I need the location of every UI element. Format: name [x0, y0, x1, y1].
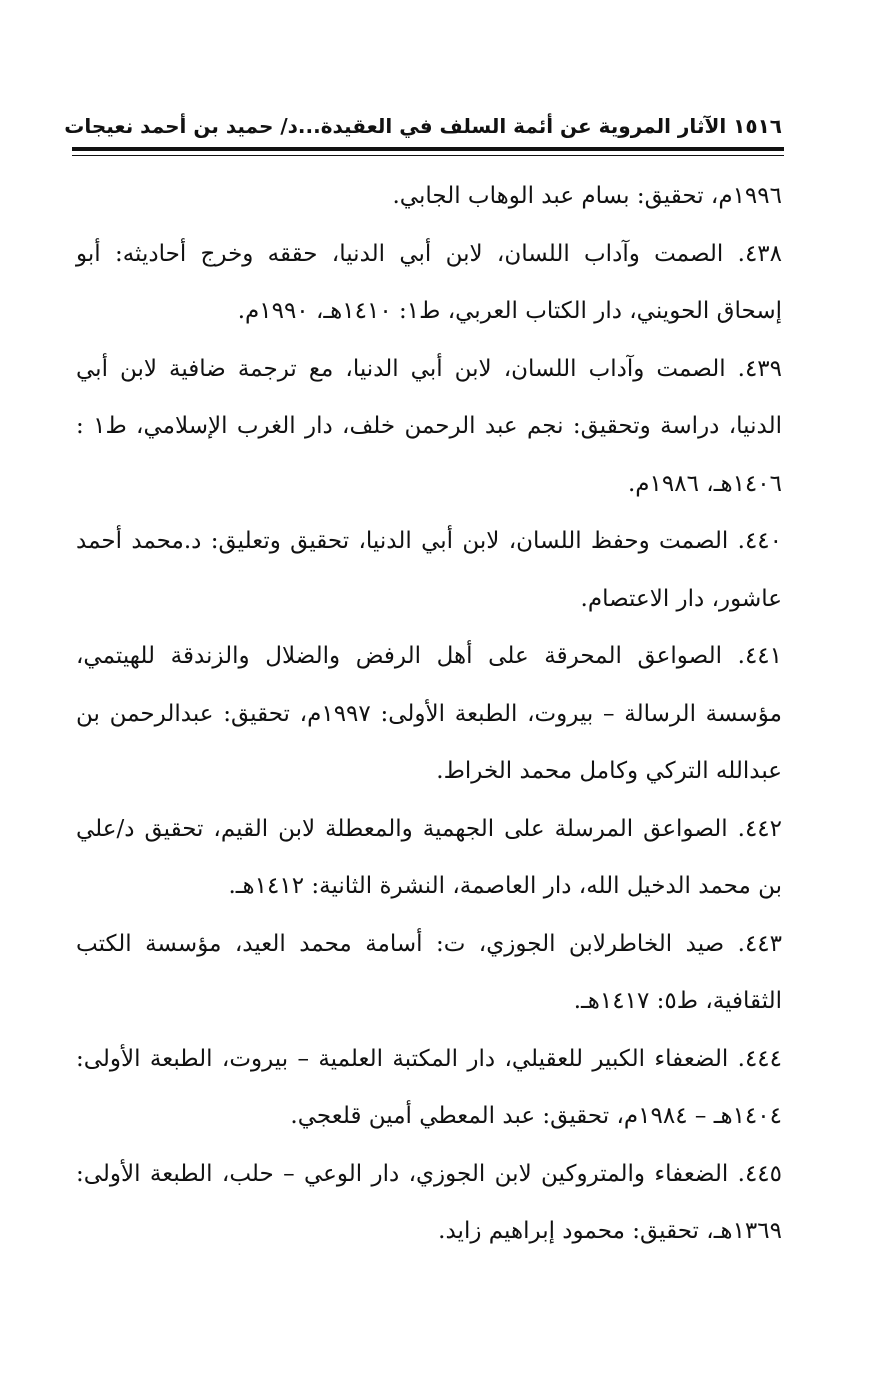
header-rule-thick	[72, 147, 784, 151]
bibliography-entry: ٤٤٠. الصمت وحفظ اللسان، لابن أبي الدنيا، تحقيق وتعليق: د.محمد أحمد عاشور، دار الاعتصام.	[76, 528, 782, 612]
bibliography-entry: ٤٤٣. صيد الخاطرلابن الجوزي، ت: أسامة محمد العيد، مؤسسة الكتب الثقافية، ط٥: ١٤١٧هـ.	[76, 930, 782, 1014]
bibliography-entry: ٤٤٥. الضعفاء والمتروكين لابن الجوزي، دار الوعي – حلب، الطبعة الأولى: ١٣٦٩هـ، تحقيق: محمود إبراهيم زايد.	[76, 1160, 782, 1244]
bibliography-list	[76, 168, 782, 1261]
running-header: ١٥١٦ الآثار المروية عن أئمة السلف في العقيدة...د/ حميد بن أحمد نعيجات	[64, 114, 782, 138]
header-rule-thin	[72, 155, 784, 156]
bibliography-entry: ٤٣٩. الصمت وآداب اللسان، لابن أبي الدنيا، مع ترجمة ضافية لابن أبي الدنيا، دراسة وتحقيق: نجم عبد الرحمن خلف، دار الغرب الإسلامي، ط١ : ١٤٠٦هـ، ١٩٨٦م.	[76, 355, 782, 497]
bibliography-entry: ٤٤٢. الصواعق المرسلة على الجهمية والمعطلة لابن القيم، تحقيق د/علي بن محمد الدخيل الله، دار العاصمة، النشرة الثانية: ١٤١٢هـ.	[76, 815, 782, 899]
bibliography-entry: ١٩٩٦م، تحقيق: بسام عبد الوهاب الجابي.	[392, 183, 782, 209]
bibliography-entry: ٤٣٨. الصمت وآداب اللسان، لابن أبي الدنيا، حققه وخرج أحاديثه: أبو إسحاق الحويني، دار الكتاب العربي، ط١: ١٤١٠هـ، ١٩٩٠م.	[76, 240, 782, 324]
bibliography-entry: ٤٤١. الصواعق المحرقة على أهل الرفض والضلال والزندقة للهيتمي، مؤسسة الرسالة – بيروت، الطبعة الأولى: ١٩٩٧م، تحقيق: عبدالرحمن بن عبدالله التركي وكامل محمد الخراط.	[76, 643, 782, 784]
bibliography-entry: ٤٤٤. الضعفاء الكبير للعقيلي، دار المكتبة العلمية – بيروت، الطبعة الأولى: ١٤٠٤هـ – ١٩٨٤م، تحقيق: عبد المعطي أمين قلعجي.	[76, 1045, 782, 1129]
